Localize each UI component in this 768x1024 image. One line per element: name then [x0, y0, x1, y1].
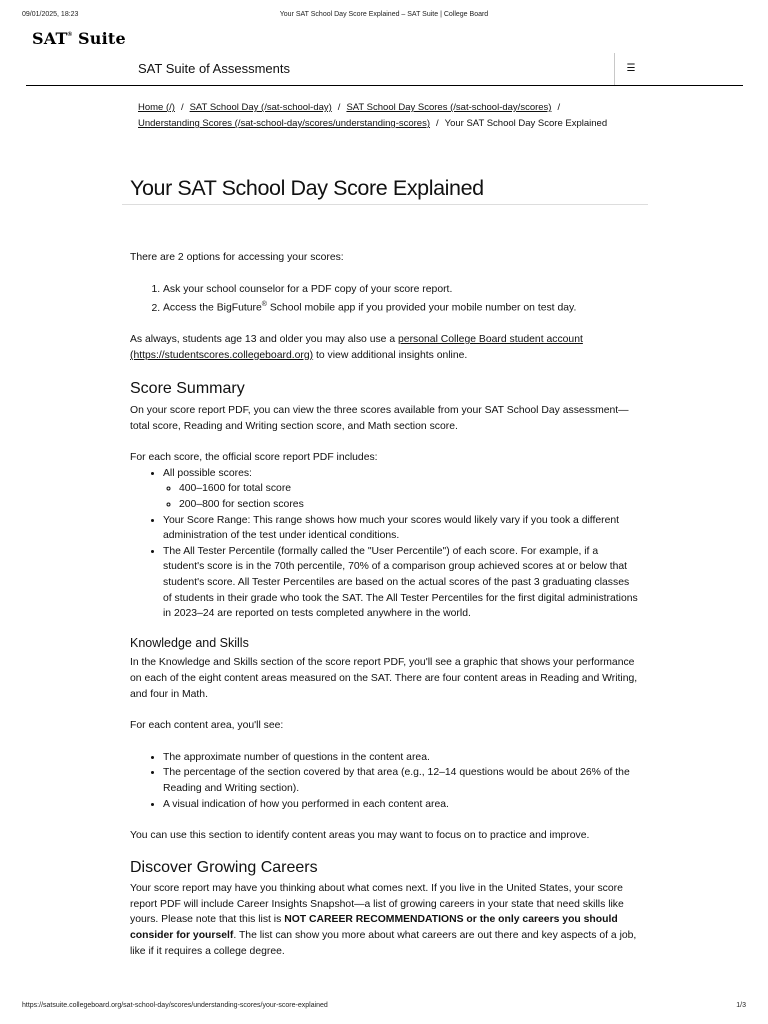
breadcrumb-understanding-scores[interactable]: Understanding Scores (/sat-school-day/scores/understanding-scores) [138, 118, 430, 129]
list-item: • The percentage of the section covered by that area (e.g., 12–14 questions would be about 26% of the Reading and Writing section). [163, 765, 638, 796]
title-divider [122, 204, 648, 205]
possible-scores-label: All possible scores: [163, 467, 252, 479]
breadcrumb-current: Your SAT School Day Score Explained [444, 118, 608, 129]
top-navigation [26, 53, 743, 86]
menu-icon[interactable]: ☰ [626, 63, 636, 74]
score-ranges-list [163, 481, 638, 512]
account-text-end: to view additional insights online. [313, 349, 468, 361]
careers-text: Your score report may have you thinking about what comes next. If you live in the United States, your score report PDF will include Career Insights Snapshot—a list of growing careers in your state that need skills like yours. Please note that this list is [130, 883, 624, 926]
score-includes-list [130, 466, 638, 622]
breadcrumb-separator: / [180, 102, 184, 113]
account-text: As always, students age 13 and older you may also use a [130, 334, 399, 346]
print-url: https://satsuite.collegeboard.org/sat-school-day/scores/understanding-scores/your-score-explained [22, 1002, 328, 1009]
score-summary-heading: Score Summary [130, 380, 245, 398]
list-item: • A visual indication of how you performed in each content area. [163, 797, 638, 813]
list-item [163, 466, 638, 513]
page-number: 1/3 [736, 1002, 746, 1009]
list-item [163, 297, 638, 316]
breadcrumb-separator: / [557, 102, 561, 113]
breadcrumb [138, 100, 658, 132]
list-item: 1. Ask your school counselor for a PDF copy of your score report. [163, 282, 638, 298]
breadcrumb-scores[interactable]: SAT School Day Scores (/sat-school-day/scores) [346, 102, 552, 113]
knowledge-para: For each content area, you'll see: [130, 720, 284, 732]
list-item: • Your Score Range: This range shows how much your scores would likely vary if you took a different administration of the test under identical conditions. [163, 513, 638, 544]
careers-para [130, 881, 638, 959]
student-account-link[interactable]: personal College Board student account (https://studentscores.collegeboard.org) [130, 334, 583, 361]
access-options-list [130, 282, 638, 317]
page-title: Your SAT School Day Score Explained [130, 176, 484, 200]
list-item: • The approximate number of questions in the content area. [163, 750, 638, 766]
knowledge-para: You can use this section to identify content areas you may want to focus on to practice and improve. [130, 830, 590, 842]
score-summary-para: On your score report PDF, you can view the three scores available from your SAT School Day assessment—total score, Reading and Writing section score, and Math section score. [130, 405, 629, 432]
print-header [0, 11, 768, 23]
breadcrumb-sat-school-day[interactable]: SAT School Day (/sat-school-day) [189, 102, 332, 113]
main-content [130, 250, 638, 959]
content-area-list [130, 750, 638, 812]
option2-text: Access the BigFuture [163, 302, 262, 314]
print-date: 09/01/2025, 18:23 [22, 11, 79, 18]
list-item: ◦ 400–1600 for total score [179, 481, 638, 497]
careers-text-end: . The list can show you more about what careers are out there and key aspects of a job, like if it requires a college degree. [130, 930, 637, 957]
logo-registered-mark: ® [67, 32, 73, 38]
breadcrumb-separator: / [436, 118, 439, 129]
nav-divider [614, 53, 615, 85]
careers-bold-note: NOT CAREER RECOMMENDATIONS or the only careers you should consider for yourself [130, 914, 618, 942]
knowledge-para: In the Knowledge and Skills section of the score report PDF, you'll see a graphic that shows your performance on each of the eight content areas measured on the SAT. There are four content areas in Reading and Writing, and four in Math. [130, 657, 638, 700]
list-item: • The All Tester Percentile (formally called the "User Percentile") of each score. For example, if a student's score is in the 70th percentile, 70% of a comparison group achieved scores at or below that student's score. All Tester Percentiles are based on the actual scores of the past 3 graduating classes of students in their grade who took the SAT. The All Tester Percentiles for the first digital administrations in 2023–24 are reported on tests completed anywhere in the world. [163, 544, 638, 622]
intro-lead: There are 2 options for accessing your scores: [130, 252, 344, 263]
logo-suffix: Suite [72, 29, 126, 48]
registered-mark: ® [261, 301, 267, 309]
breadcrumb-home[interactable]: Home (/) [138, 102, 175, 113]
print-page-title: Your SAT School Day Score Explained – SAT Suite | College Board [279, 11, 489, 18]
option2-text-rest: School mobile app if you provided your mobile number on test day. [266, 302, 577, 314]
careers-heading: Discover Growing Careers [130, 858, 318, 876]
list-item: ◦ 200–800 for section scores [179, 497, 638, 513]
logo-text: SAT [32, 29, 68, 48]
sat-suite-logo[interactable] [32, 29, 126, 48]
print-footer [0, 1002, 768, 1014]
knowledge-heading: Knowledge and Skills [130, 635, 249, 650]
score-summary-para: For each score, the official score report PDF includes: [130, 452, 378, 464]
site-title-link[interactable]: SAT Suite of Assessments [138, 61, 290, 76]
account-paragraph [130, 332, 638, 363]
breadcrumb-separator: / [337, 102, 341, 113]
